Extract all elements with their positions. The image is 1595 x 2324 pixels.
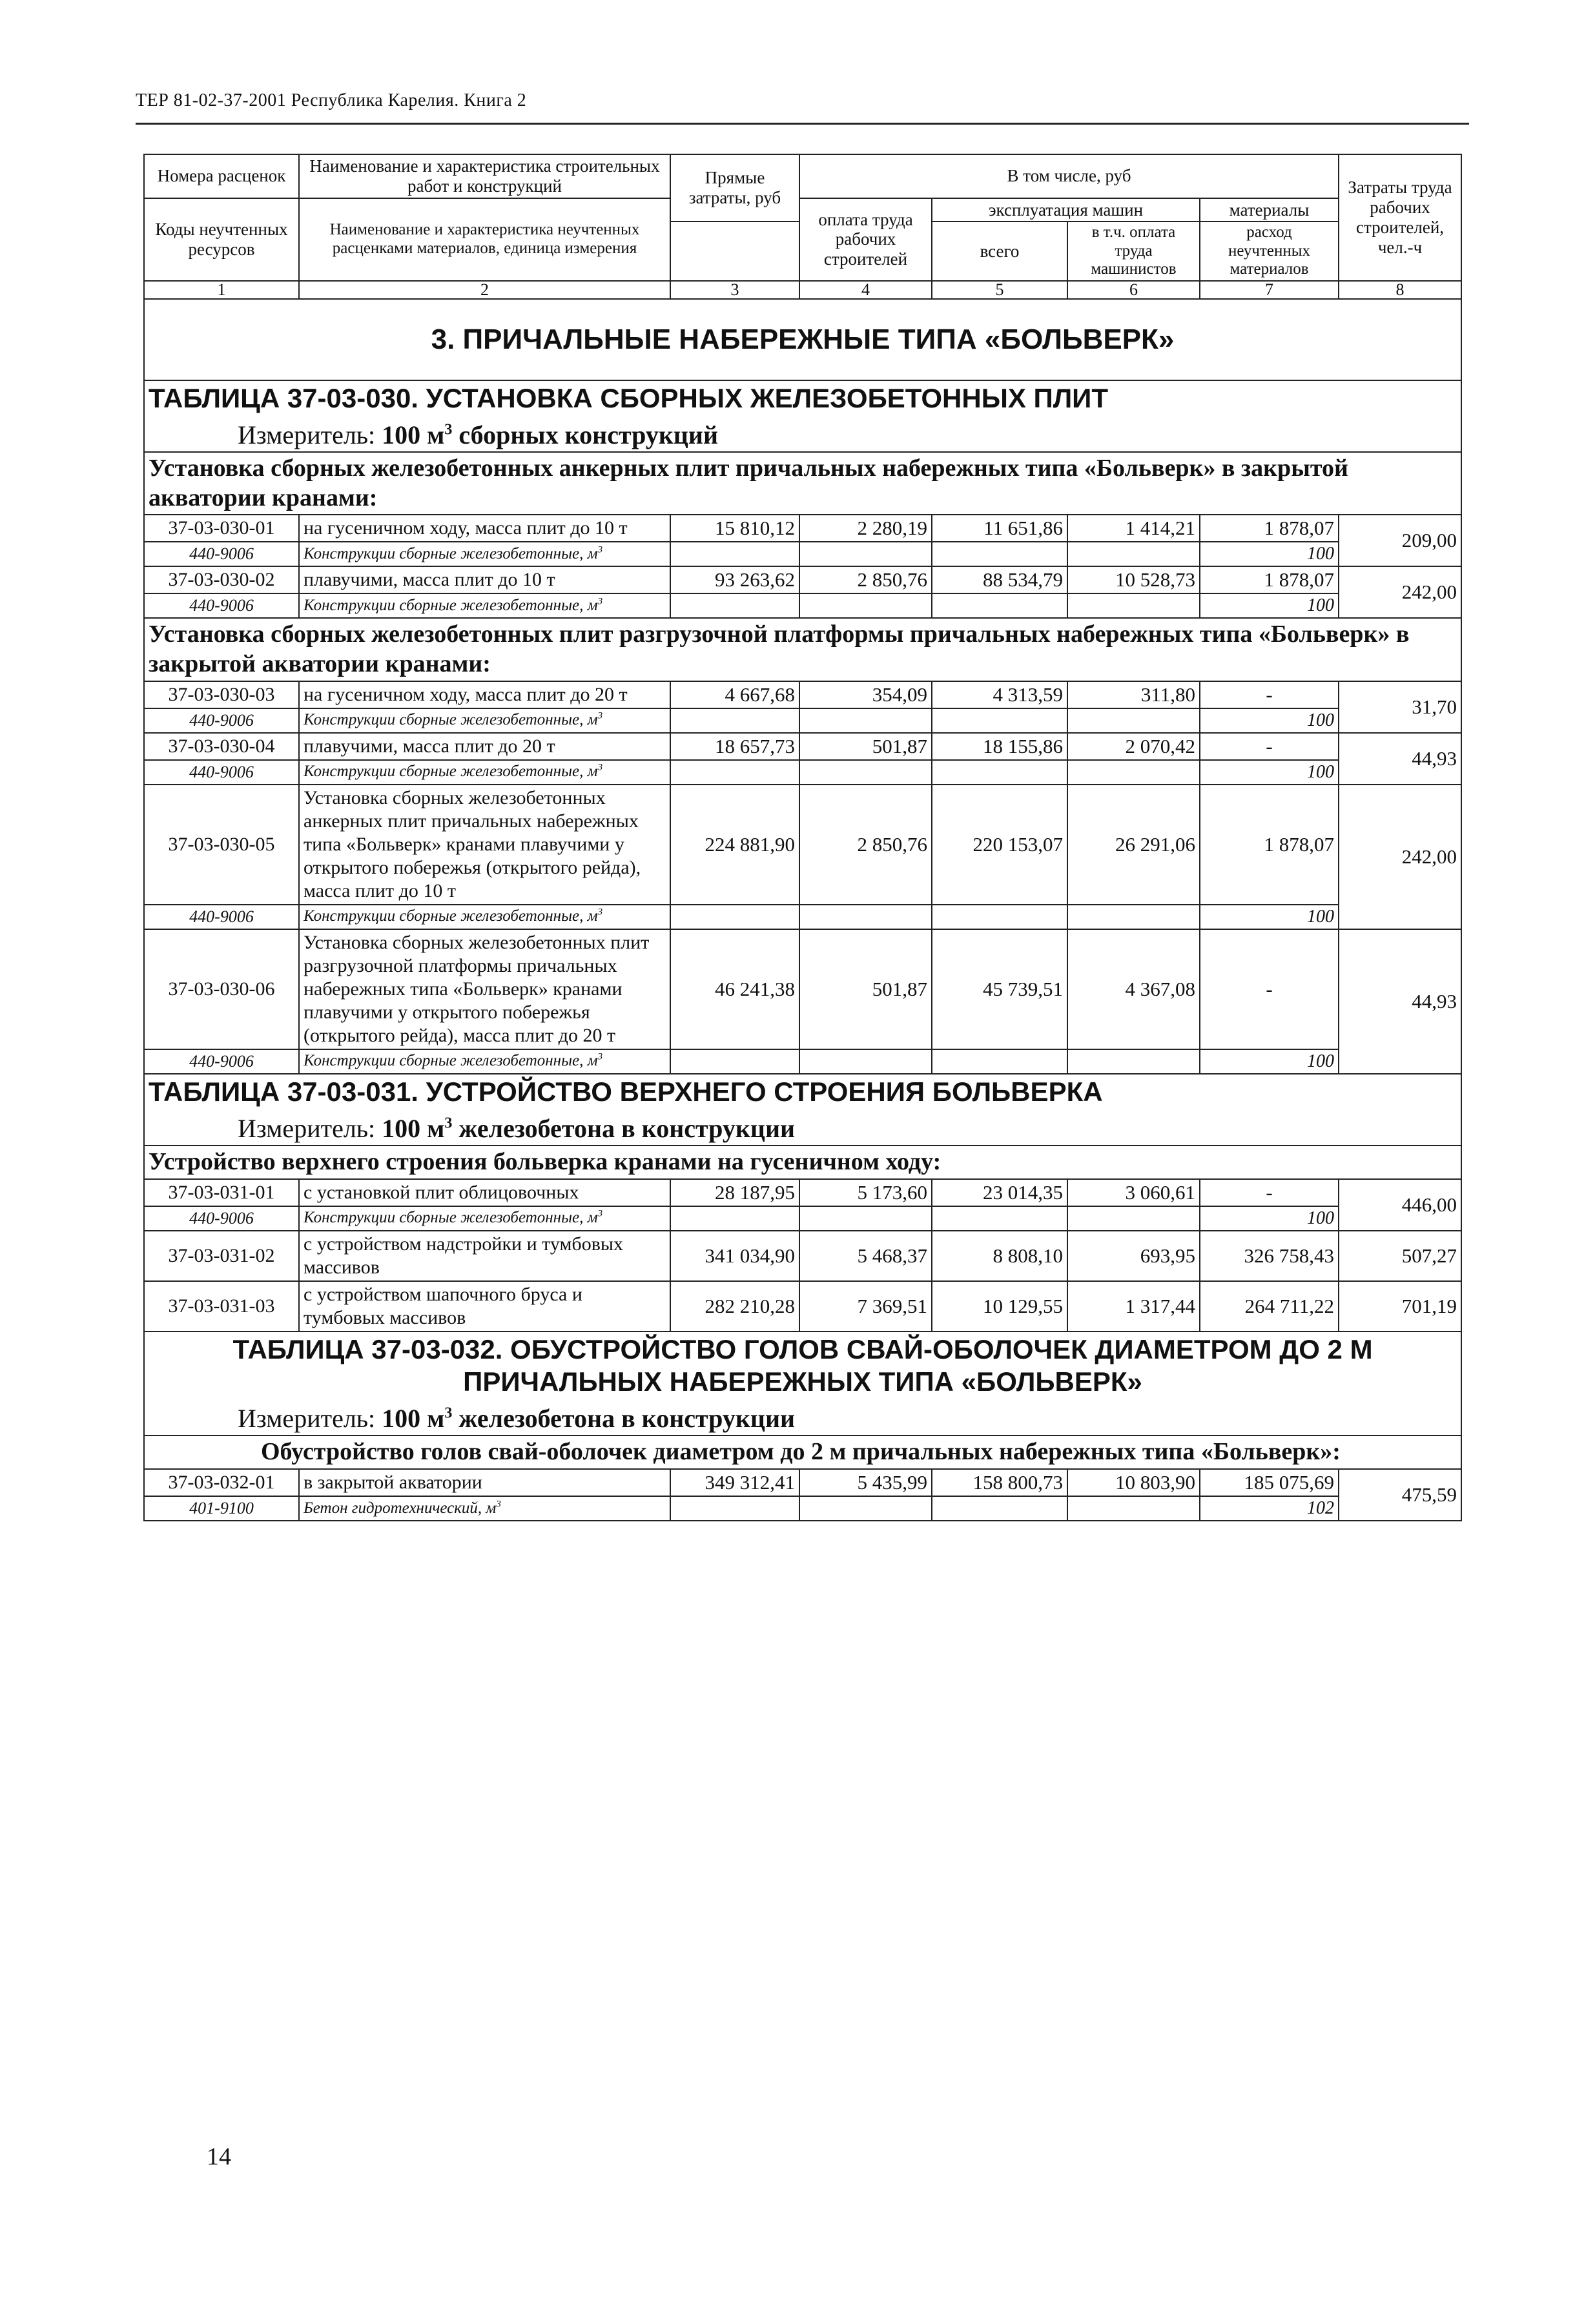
rate-code: 37-03-031-02 (144, 1231, 299, 1281)
machines-labor: 311,80 (1067, 681, 1200, 708)
direct-costs: 15 810,12 (670, 515, 799, 542)
resource-code: 401-9100 (144, 1496, 299, 1521)
table-row (144, 566, 1461, 593)
table-measure: Измеритель: 100 $м^3$ железобетона в конструкции (238, 1113, 796, 1143)
resource-quantity: 100 (1200, 1206, 1339, 1231)
machines-labor: 4 367,08 (1067, 929, 1200, 1049)
rate-code: 37-03-030-04 (144, 733, 299, 760)
machines-labor: 10 528,73 (1067, 566, 1200, 593)
col-number: 2 (299, 281, 670, 299)
materials: 1 878,07 (1200, 515, 1339, 542)
machines-total: 88 534,79 (932, 566, 1067, 593)
materials: 1 878,07 (1200, 566, 1339, 593)
table-row (144, 1281, 1461, 1332)
rate-name: на гусеничном ходу, масса плит до 20 т (299, 681, 670, 708)
table-measure: Измеритель: 100 $м^3$ железобетона в конструкции (238, 1404, 796, 1434)
resource-row (144, 593, 1461, 618)
table-heading (144, 1074, 1461, 1146)
machines-labor: 1 414,21 (1067, 515, 1200, 542)
table-row (144, 515, 1461, 542)
labor-pay: 501,87 (799, 929, 932, 1049)
machines-labor: 10 803,90 (1067, 1469, 1200, 1496)
rate-name: Установка сборных железобетонных плит разгрузочной платформы причальных набережных типа «Больверк» кранами плавучими у открытого побережья (открытого рейда), масса плит до 20 т (299, 929, 670, 1049)
table-row (144, 733, 1461, 760)
rate-name: плавучими, масса плит до 10 т (299, 566, 670, 593)
table-row (144, 929, 1461, 1049)
group-title: Обустройство голов свай-оболочек диаметром до 2 м причальных набережных типа «Больверк»: (144, 1435, 1461, 1469)
rate-code: 37-03-030-02 (144, 566, 299, 593)
rate-code: 37-03-032-01 (144, 1469, 299, 1496)
rate-code: 37-03-030-06 (144, 929, 299, 1049)
col-labor-pay: оплата труда рабочих строителей (799, 198, 932, 281)
direct-costs: 46 241,38 (670, 929, 799, 1049)
table-heading (144, 380, 1461, 452)
labor-hours: 475,59 (1339, 1469, 1461, 1521)
resource-name: Конструкции сборные железобетонные, $м^3$ (299, 905, 670, 929)
rate-name: на гусеничном ходу, масса плит до 10 т (299, 515, 670, 542)
labor-hours: 44,93 (1339, 733, 1461, 785)
resource-quantity: 102 (1200, 1496, 1339, 1521)
machines-total: 45 739,51 (932, 929, 1067, 1049)
rate-code: 37-03-031-01 (144, 1179, 299, 1206)
col-name-top: Наименование и характеристика строительных работ и конструкций (299, 154, 670, 198)
resource-quantity: 100 (1200, 1049, 1339, 1074)
labor-hours: 242,00 (1339, 566, 1461, 618)
col-including: В том числе, руб (799, 154, 1339, 198)
direct-costs: 18 657,73 (670, 733, 799, 760)
rate-name: с устройством надстройки и тумбовых массивов (299, 1231, 670, 1281)
resource-code: 440-9006 (144, 542, 299, 566)
labor-hours: 31,70 (1339, 681, 1461, 733)
labor-pay: 5 173,60 (799, 1179, 932, 1206)
col-machines-total: всего (932, 221, 1067, 281)
col-machines: эксплуатация машин (932, 198, 1200, 222)
labor-pay: 2 280,19 (799, 515, 932, 542)
labor-hours: 209,00 (1339, 515, 1461, 566)
table-row (144, 1179, 1461, 1206)
machines-total: 4 313,59 (932, 681, 1067, 708)
col-number: 8 (1339, 281, 1461, 299)
direct-costs: 4 667,68 (670, 681, 799, 708)
labor-hours: 44,93 (1339, 929, 1461, 1074)
materials: - (1200, 929, 1339, 1049)
table-row (144, 785, 1461, 905)
labor-hours: 701,19 (1339, 1281, 1461, 1332)
col-machines-labor: в т.ч. оплата труда машинистов (1067, 221, 1200, 281)
resource-quantity: 100 (1200, 542, 1339, 566)
resource-name: Конструкции сборные железобетонные, $м^3$ (299, 1049, 670, 1074)
resource-code: 440-9006 (144, 905, 299, 929)
rate-name: с установкой плит облицовочных (299, 1179, 670, 1206)
resource-quantity: 100 (1200, 708, 1339, 733)
col-materials: материалы (1200, 198, 1339, 222)
resource-row (144, 708, 1461, 733)
rate-name: в закрытой акватории (299, 1469, 670, 1496)
machines-total: 10 129,55 (932, 1281, 1067, 1332)
machines-total: 23 014,35 (932, 1179, 1067, 1206)
table-measure: Измеритель: 100 $м^3$ сборных конструкций (238, 420, 719, 450)
resource-quantity: 100 (1200, 905, 1339, 929)
group-title: Устройство верхнего строения больверка кранами на гусеничном ходу: (144, 1146, 1461, 1179)
machines-total: 8 808,10 (932, 1231, 1067, 1281)
materials: 264 711,22 (1200, 1281, 1339, 1332)
resource-row (144, 1206, 1461, 1231)
rate-name: плавучими, масса плит до 20 т (299, 733, 670, 760)
resource-code: 440-9006 (144, 1206, 299, 1231)
rate-code: 37-03-030-01 (144, 515, 299, 542)
group-title: Установка сборных железобетонных плит разгрузочной платформы причальных набережных типа «Больверк» в закрытой акватории кранами: (144, 618, 1461, 681)
col-code-bottom: Коды неучтенных ресурсов (144, 198, 299, 281)
resource-row (144, 1496, 1461, 1521)
labor-pay: 7 369,51 (799, 1281, 932, 1332)
resource-name: Конструкции сборные железобетонные, $м^3$ (299, 760, 670, 785)
materials: 326 758,43 (1200, 1231, 1339, 1281)
labor-pay: 5 435,99 (799, 1469, 932, 1496)
rate-code: 37-03-030-05 (144, 785, 299, 905)
table-title: ТАБЛИЦА 37-03-030. УСТАНОВКА СБОРНЫХ ЖЕЛЕЗОБЕТОННЫХ ПЛИТ (149, 382, 1109, 413)
resource-code: 440-9006 (144, 708, 299, 733)
labor-pay: 2 850,76 (799, 566, 932, 593)
resource-quantity: 100 (1200, 593, 1339, 618)
section-title: 3. ПРИЧАЛЬНЫЕ НАБЕРЕЖНЫЕ ТИПА «БОЛЬВЕРК» (144, 299, 1461, 380)
machines-total: 18 155,86 (932, 733, 1067, 760)
table-row (144, 681, 1461, 708)
col-number: 7 (1200, 281, 1339, 299)
resource-name: Бетон гидротехнический, $м^3$ (299, 1496, 670, 1521)
machines-labor: 26 291,06 (1067, 785, 1200, 905)
col-name-bottom: Наименование и характеристика неучтенных расценками материалов, единица измерения (299, 198, 670, 281)
direct-costs: 282 210,28 (670, 1281, 799, 1332)
rate-name: Установка сборных железобетонных анкерных плит причальных набережных типа «Больверк» кранами плавучими у открытого побережья (открытого рейда), масса плит до 10 т (299, 785, 670, 905)
resource-quantity: 100 (1200, 760, 1339, 785)
resource-name: Конструкции сборные железобетонные, $м^3$ (299, 708, 670, 733)
col-code-top: Номера расценок (144, 154, 299, 198)
resource-name: Конструкции сборные железобетонные, $м^3$ (299, 593, 670, 618)
direct-costs: 93 263,62 (670, 566, 799, 593)
page-number: 14 (207, 2143, 231, 2170)
machines-total: 220 153,07 (932, 785, 1067, 905)
labor-pay: 5 468,37 (799, 1231, 932, 1281)
machines-labor: 2 070,42 (1067, 733, 1200, 760)
machines-labor: 3 060,61 (1067, 1179, 1200, 1206)
col-materials-use: расход неучтенных материалов (1200, 221, 1339, 281)
col-direct-costs: Прямые затраты, руб (670, 154, 799, 221)
running-header: ТЕР 81-02-37-2001 Республика Карелия. Книга 2 (136, 90, 527, 110)
col-number: 1 (144, 281, 299, 299)
table-title-continued: ПРИЧАЛЬНЫХ НАБЕРЕЖНЫХ ТИПА «БОЛЬВЕРК» (463, 1366, 1142, 1397)
col-labor-cost: Затраты труда рабочих строителей, чел.-ч (1339, 154, 1461, 281)
direct-costs: 224 881,90 (670, 785, 799, 905)
header-rule (136, 123, 1469, 125)
direct-costs: 349 312,41 (670, 1469, 799, 1496)
resource-code: 440-9006 (144, 760, 299, 785)
col-number: 3 (670, 281, 799, 299)
labor-hours: 446,00 (1339, 1179, 1461, 1231)
col-number: 5 (932, 281, 1067, 299)
table-title: ТАБЛИЦА 37-03-032. ОБУСТРОЙСТВО ГОЛОВ СВАЙ-ОБОЛОЧЕК ДИАМЕТРОМ ДО 2 М (232, 1333, 1373, 1364)
rate-code: 37-03-030-03 (144, 681, 299, 708)
table-row (144, 1469, 1461, 1496)
labor-pay: 2 850,76 (799, 785, 932, 905)
table-row (144, 1231, 1461, 1281)
direct-costs: 28 187,95 (670, 1179, 799, 1206)
group-title: Установка сборных железобетонных анкерных плит причальных набережных типа «Больверк» в закрытой акватории кранами: (144, 452, 1461, 515)
materials: 185 075,69 (1200, 1469, 1339, 1496)
table-title: ТАБЛИЦА 37-03-031. УСТРОЙСТВО ВЕРХНЕГО СТРОЕНИЯ БОЛЬВЕРКА (149, 1076, 1103, 1107)
resource-row (144, 1049, 1461, 1074)
resource-name: Конструкции сборные железобетонные, $м^3$ (299, 542, 670, 566)
resource-row (144, 905, 1461, 929)
resource-code: 440-9006 (144, 593, 299, 618)
rates-table (143, 154, 1462, 1521)
col-number: 6 (1067, 281, 1200, 299)
machines-total: 11 651,86 (932, 515, 1067, 542)
labor-pay: 501,87 (799, 733, 932, 760)
machines-labor: 693,95 (1067, 1231, 1200, 1281)
materials: - (1200, 1179, 1339, 1206)
resource-code: 440-9006 (144, 1049, 299, 1074)
resource-row (144, 760, 1461, 785)
machines-total: 158 800,73 (932, 1469, 1067, 1496)
rate-code: 37-03-031-03 (144, 1281, 299, 1332)
col-number: 4 (799, 281, 932, 299)
resource-row (144, 542, 1461, 566)
materials: 1 878,07 (1200, 785, 1339, 905)
materials: - (1200, 681, 1339, 708)
labor-hours: 507,27 (1339, 1231, 1461, 1281)
labor-pay: 354,09 (799, 681, 932, 708)
rate-name: с устройством шапочного бруса и тумбовых массивов (299, 1281, 670, 1332)
table-heading (144, 1332, 1461, 1436)
labor-hours: 242,00 (1339, 785, 1461, 929)
resource-name: Конструкции сборные железобетонные, $м^3$ (299, 1206, 670, 1231)
machines-labor: 1 317,44 (1067, 1281, 1200, 1332)
materials: - (1200, 733, 1339, 760)
direct-costs: 341 034,90 (670, 1231, 799, 1281)
